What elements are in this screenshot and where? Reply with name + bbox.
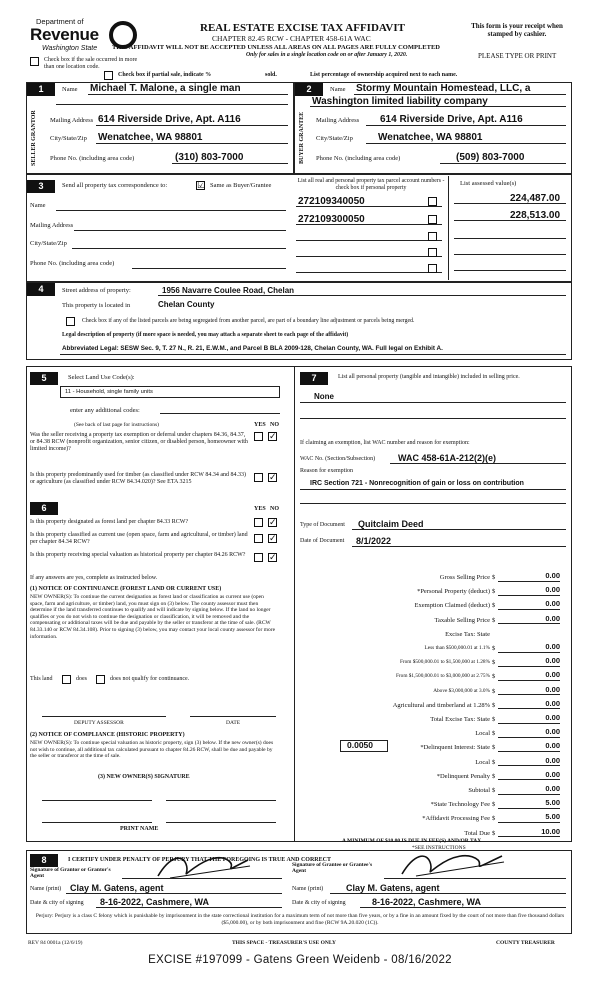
dollar-sign: $ [492, 758, 496, 766]
dor-logo [30, 18, 140, 62]
dollar-sign: $ [492, 588, 496, 596]
tax-row-label: *Affidavit Processing Fee [422, 815, 490, 823]
sold-label: sold. [265, 72, 277, 78]
sec6-q3: Is this property receiving special valuation as historical property per chapter 84.26 RCW? [30, 552, 246, 558]
dollar-sign: $ [492, 801, 496, 809]
tax-row [302, 572, 560, 584]
sec6-q2-no[interactable]: ✓ [269, 534, 277, 544]
buyer-mail-label: Mailing Address [316, 117, 360, 124]
seller-city-label: City/State/Zip [50, 135, 87, 142]
section-6-badge: 6 [30, 502, 58, 515]
grantee-signature[interactable] [392, 850, 512, 880]
tax-row-label: Gross Selling Price [439, 574, 490, 581]
dollar-sign: $ [492, 659, 496, 667]
seller-phone-label: Phone No. (including area code) [50, 155, 135, 162]
exemption-label: If claiming an exemption, list WAC number and reason for exemption: [300, 440, 470, 446]
tax-row-label: Local [475, 758, 490, 766]
excise-stamp: EXCISE #197099 - Gatens Green Weidenb - 08/16/2022 [148, 954, 452, 966]
tax-row-label: Excise Tax: State [445, 630, 490, 638]
tax-row [302, 586, 560, 598]
parcel-2-personal-checkbox[interactable] [428, 215, 437, 224]
dollar-sign: $ [492, 716, 496, 723]
dollar-sign: $ [492, 744, 496, 752]
notice1-body: NEW OWNER(S): To continue the current designation as forest land or classification as current use (open space, farm and agriculture, or timber) land, you must sign on (3) below. The county assessor must then determine if the land transferred continues to qualify and will indicate by signing below. If the land no longer qualifies or you do not wish to continue the designation or classification, it will be removed and the compensating or additional taxes will be due and payable by the seller or transferor at the time of sale. (RCW 84.33.140 or RCW 84.34.108). Prior to signing (3) below, you may contact your local county assessor for more information. [30, 594, 276, 640]
dollar-sign: $ [492, 730, 496, 738]
reason-label: Reason for exemption [300, 468, 353, 474]
dollar-sign: $ [492, 602, 496, 610]
land-use-value: 11 - Household, single family units [65, 389, 153, 395]
additional-codes-label: enter any additional codes: [70, 407, 140, 414]
assessed-header: List assessed value(s) [460, 180, 517, 187]
tax-row-label: From $1,500,000.01 to $3,000,000 at 2.75% [395, 673, 490, 680]
form-subtitle: CHAPTER 82.45 RCW - CHAPTER 458-61A WAC [212, 34, 371, 43]
tax-row-value[interactable]: 0.00 [498, 714, 560, 724]
tax-row-label: *Personal Property (deduct) [417, 588, 490, 596]
buyer-side-label: BUYER GRANTEE [299, 111, 305, 165]
notice2-body: NEW OWNER(S): To continue special valuation as historic property, sign (3) below. If the new owner(s) does not wish to continue, all additional tax calculated pursuant to chapter 84.26 RCW, shall be due and payable by the seller or transferor at the time of sale. [30, 740, 274, 760]
see-back-note: (See back of last page for instructions) [74, 422, 159, 428]
seller-mail[interactable]: 614 Riverside Drive, Apt. A116 [98, 114, 241, 125]
tax-row [302, 728, 560, 740]
sec6-q1-no[interactable]: ✓ [269, 518, 277, 528]
does-not-label: does not qualify for continuance. [110, 676, 190, 682]
tax-row [302, 686, 560, 698]
section-5-badge: 5 [30, 372, 58, 385]
buyer-city[interactable]: Wenatchee, WA 98801 [378, 132, 483, 143]
parcel-1-value[interactable]: 224,487.00 [510, 193, 561, 204]
wac-number[interactable]: WAC 458-61A-212(2)(e) [398, 453, 497, 463]
ownership-note: List percentage of ownership acquired next to each name. [310, 72, 458, 78]
tax-row [302, 813, 560, 825]
buyer-mail[interactable]: 614 Riverside Drive, Apt. A116 [380, 114, 523, 125]
tax-row [302, 799, 560, 811]
treasurer-space-label: THIS SPACE - TREASURER'S USE ONLY [232, 940, 336, 946]
multi-location-checkbox[interactable] [30, 57, 39, 66]
parcel-header: List all real and personal property tax parcel account numbers - check box if personal property [297, 178, 445, 191]
dollar-sign: $ [492, 701, 496, 709]
seller-phone[interactable]: (310) 803-7000 [175, 152, 244, 163]
tax-row [302, 785, 560, 797]
tax-row [302, 615, 560, 627]
tax-row-label: Taxable Selling Price [434, 616, 490, 624]
parcel-1[interactable]: 272109340050 [298, 196, 365, 207]
parcel-5-personal-checkbox[interactable] [428, 264, 437, 273]
doc-type[interactable]: Quitclaim Deed [358, 519, 424, 529]
tax-row-value[interactable]: 5.00 [498, 813, 560, 823]
buyer-name-line1[interactable]: Stormy Mountain Homestead, LLC, a [356, 83, 531, 94]
tax-row [302, 629, 560, 641]
dollar-sign: $ [492, 645, 496, 652]
new-owner-signature-label: (3) NEW OWNER(S) SIGNATURE [98, 774, 190, 780]
tax-row-value[interactable]: 5.00 [498, 799, 560, 809]
dollar-sign: $ [492, 829, 496, 837]
sec3-phone-label: Phone No. (including area code) [30, 260, 115, 267]
section-2-badge: 2 [295, 83, 323, 96]
segregate-checkbox[interactable] [66, 317, 75, 326]
tax-row-label: Total Excise Tax: State [430, 716, 490, 723]
sec3-city-label: City/State/Zip [30, 240, 67, 247]
section-1-badge: 1 [27, 83, 55, 96]
buyer-name-line2[interactable]: Washington limited liability company [312, 96, 488, 107]
deputy-date-label: DATE [226, 720, 241, 726]
tax-row-value[interactable]: 0.00 [498, 771, 560, 781]
tax-row-label: Above $3,000,000 at 3.0% [433, 687, 490, 694]
form-revision: REV 84 0001a (12/6/19) [28, 940, 83, 946]
dollar-sign: $ [492, 687, 496, 695]
dollar-sign: $ [492, 772, 496, 780]
logo-line-3: Washington State [42, 45, 98, 52]
only-for-note: Only for sales in a single location code on or after January 1, 2020. [246, 52, 408, 58]
buyer-phone[interactable]: (509) 803-7000 [456, 152, 525, 163]
sec6-q2-yes[interactable] [254, 534, 263, 543]
county-treasurer-label: COUNTY TREASURER [496, 940, 555, 946]
tax-row [302, 757, 560, 769]
does-checkbox[interactable] [62, 675, 71, 684]
tax-row-value[interactable]: 0.00 [498, 586, 560, 596]
tax-row-label: Local [475, 730, 490, 738]
sec6-yes: YES [254, 506, 266, 512]
local-rate: 0.0050 [347, 740, 373, 750]
tax-row-value[interactable]: 0.00 [498, 757, 560, 767]
tax-row [302, 714, 560, 726]
please-type: PLEASE TYPE OR PRINT [478, 52, 557, 60]
grantee-date-label: Date & city of signing [292, 900, 346, 906]
sec5-no: NO [270, 422, 279, 428]
sec5-yes: YES [254, 422, 266, 428]
tax-row [302, 643, 560, 655]
dollar-sign: $ [492, 673, 496, 681]
sig-grantor-label: Signature of Grantor or Grantor's Agent [30, 867, 111, 880]
sec6-q1-yes[interactable] [254, 518, 263, 527]
tax-row-label: Agricultural and timberland at 1.28% [392, 701, 490, 709]
seller-name-label: Name [62, 86, 78, 93]
sec6-no: NO [270, 506, 279, 512]
personal-property[interactable]: None [314, 392, 334, 401]
grantee-date-city[interactable]: 8-16-2022, Cashmere, WA [372, 897, 482, 907]
located-county[interactable]: Chelan County [158, 300, 215, 309]
notice2-title: (2) NOTICE OF COMPLIANCE (HISTORIC PROPERTY) [30, 732, 185, 738]
this-land-label: This land [30, 676, 53, 682]
personal-property-label: List all personal property (tangible and intangible) included in selling price. [338, 374, 520, 380]
seller-city[interactable]: Wenatchee, WA 98801 [98, 132, 203, 143]
sec3-name-label: Name [30, 202, 46, 209]
grantor-name[interactable]: Clay M. Gatens, agent [70, 883, 164, 893]
sec5-q2-no[interactable]: ✓ [269, 473, 277, 483]
tax-row-value[interactable]: 10.00 [498, 828, 560, 838]
buyer-name-label: Name [330, 86, 346, 93]
parcel-4-personal-checkbox[interactable] [428, 248, 437, 257]
sec5-q2: Is this property predominantly used for timber (as classified under RCW 84.34 and 84.33) or agriculture (as classified under RCW 84.34.020)? See ETA 3215 [30, 472, 247, 485]
deputy-assessor-label: DEPUTY ASSESSOR [74, 720, 124, 726]
parcel-2[interactable]: 272109300050 [298, 214, 365, 225]
section-7-badge: 7 [300, 372, 328, 385]
parcel-1-personal-checkbox[interactable] [428, 197, 437, 206]
tax-row [302, 671, 560, 683]
tax-row-value[interactable]: 0.00 [498, 615, 560, 625]
segregate-label: Check box if any of the listed parcels are being segregated from another parcel, are part of a boundary line adjustment or parcels being merged. [82, 318, 415, 324]
tax-row-value[interactable]: 0.00 [498, 572, 560, 582]
parcel-3-personal-checkbox[interactable] [428, 232, 437, 241]
tax-row-value[interactable]: 0.00 [498, 657, 560, 667]
certify-text: I CERTIFY UNDER PENALTY OF PERJURY THAT THE FOREGOING IS TRUE AND CORRECT [68, 857, 331, 863]
doc-date[interactable]: 8/1/2022 [356, 536, 392, 546]
sec6-q3-no[interactable]: ✓ [269, 553, 277, 563]
sec5-q1-yes[interactable] [254, 432, 263, 441]
seller-mail-label: Mailing Address [50, 117, 94, 124]
buyer-phone-label: Phone No. (including area code) [316, 155, 401, 162]
located-label: This property is located in [62, 302, 131, 309]
tax-row-value[interactable]: 0.00 [498, 643, 560, 653]
tax-row-label: Total Due [464, 829, 490, 837]
logo-line-1: Department of [36, 17, 84, 26]
tax-row-value[interactable]: 0.00 [498, 785, 560, 795]
tax-row-label: Exemption Claimed (deduct) [414, 602, 490, 610]
seller-side-label: SELLER GRANTOR [31, 110, 37, 166]
parcel-2-value[interactable]: 228,513.00 [510, 210, 561, 221]
dollar-sign: $ [492, 787, 496, 794]
land-use-label: Select Land Use Code(s): [68, 374, 135, 381]
print-name-label: PRINT NAME [120, 826, 159, 832]
dollar-sign: $ [492, 616, 496, 624]
tax-row [302, 600, 560, 612]
sec5-q1-no[interactable]: ✓ [269, 432, 277, 442]
tax-row-value[interactable]: 0.00 [498, 686, 560, 696]
form-title: REAL ESTATE EXCISE TAX AFFIDAVIT [200, 22, 405, 34]
grantor-date-label: Date & city of signing [30, 900, 84, 906]
sig-grantee-label: Signature of Grantee or Grantee's Agent [292, 862, 373, 875]
tax-row-value[interactable]: 0.00 [498, 742, 560, 752]
partial-sale-checkbox[interactable] [104, 71, 113, 80]
same-as-buyer-checkbox[interactable]: ☑ [197, 181, 206, 191]
grantee-name[interactable]: Clay M. Gatens, agent [346, 883, 440, 893]
tax-row [302, 657, 560, 669]
section-4-badge: 4 [27, 283, 55, 296]
logo-line-2: Revenue [30, 25, 99, 44]
section-8-badge: 8 [30, 854, 58, 867]
perjury-notice: Perjury: Perjury is a class C felony which is punishable by imprisonment in the state correctional institution for a maximum term of not more than five years, or by a fine in an amount fixed by the court of not more than five thousand dollars ($5,000.00), or by both imprisonment and fine (RCW 9A.20.020 (1C)). [35, 913, 565, 926]
local-rate-box[interactable] [340, 740, 388, 752]
tax-row-label: *Delinquent Interest: State [420, 744, 490, 752]
does-label: does [76, 676, 87, 682]
multi-location-label: Check box if the sale occurred in more than one location code. [44, 57, 138, 70]
partial-sale-label: Check box if partial sale, indicate % [118, 72, 212, 78]
send-correspondence-label: Send all property tax correspondence to: [62, 182, 168, 189]
tax-row-label: Less than $500,000.01 at 1.1% [424, 645, 490, 651]
street-address[interactable]: 1956 Navarre Coulee Road, Chelan [162, 286, 295, 295]
land-use-select[interactable] [60, 386, 280, 398]
doc-date-label: Date of Document [300, 538, 345, 544]
tax-row-label: From $500,000.01 to $1,500,000 at 1.28% [399, 659, 490, 666]
tax-row-value[interactable]: 0.00 [498, 671, 560, 681]
sec6-if-yes: If any answers are yes, complete as instructed below. [30, 575, 158, 581]
notice1-title: (1) NOTICE OF CONTINUANCE (FOREST LAND OR CURRENT USE) [30, 586, 222, 592]
see-instructions: *SEE INSTRUCTIONS [412, 845, 466, 851]
minimum-note: A MINIMUM OF $10.00 IS DUE IN FEE(S) AND/OR TAX [342, 838, 482, 844]
doc-type-label: Type of Document [300, 522, 345, 528]
grantee-name-label: Name (print) [292, 886, 324, 892]
tax-row [302, 700, 560, 712]
buyer-city-label: City/State/Zip [316, 135, 353, 142]
section-3-badge: 3 [27, 180, 55, 193]
legal-label: Legal description of property (if more space is needed, you may attach a separate sheet to each page of the affidavit) [62, 332, 349, 338]
tax-row-label: *State Technology Fee [430, 801, 490, 809]
tax-row-value[interactable]: 0.00 [498, 728, 560, 738]
form-warning: THIS AFFIDAVIT WILL NOT BE ACCEPTED UNLESS ALL AREAS ON ALL PAGES ARE FULLY COMPLETED [112, 44, 440, 51]
tax-row-value[interactable]: 0.00 [498, 700, 560, 710]
does-not-checkbox[interactable] [96, 675, 105, 684]
wac-label: WAC No. (Section/Subsection) [300, 456, 376, 462]
dollar-sign: $ [492, 815, 496, 823]
street-label: Street address of property: [62, 287, 131, 294]
dollar-sign: $ [492, 574, 496, 581]
legal-description[interactable]: Abbreviated Legal: SESW Sec. 9, T. 27 N., R. 21, E.W.M., and Parcel B BLA 2009-128, Chelan County, WA. Full legal on Exhibit A. [62, 345, 443, 352]
tax-row [302, 771, 560, 783]
sec5-q2-yes[interactable] [254, 473, 263, 482]
grantor-date-city[interactable]: 8-16-2022, Cashmere, WA [100, 897, 210, 907]
grantor-name-label: Name (print) [30, 886, 62, 892]
seller-name[interactable]: Michael T. Malone, a single man [90, 83, 241, 94]
sec5-q1: Was the seller receiving a property tax exemption or deferral under chapters 84.36, 84.37, or 84.38 RCW (nonprofit organization, senior citizen, or disabled person, homeowner with limited income)? [30, 432, 248, 452]
reason[interactable]: IRC Section 721 - Nonrecognition of gain or loss on contribution [310, 480, 524, 487]
same-as-buyer-label: Same as Buyer/Grantee [210, 182, 272, 189]
sec3-mail-label: Mailing Address [30, 222, 74, 229]
tax-row-label: Subtotal [468, 787, 490, 794]
tax-row-label: *Delinquent Penalty [436, 772, 490, 780]
receipt-note: This form is your receipt when stamped by cashier. [471, 22, 563, 39]
sec6-q1: Is this property designated as forest land per chapter 84.33 RCW? [30, 519, 189, 525]
sec6-q2: Is this property classified as current use (open space, farm and agricultural, or timber) land per chapter 84.34 RCW? [30, 532, 248, 545]
tax-row-value[interactable]: 0.00 [498, 600, 560, 610]
sec6-q3-yes[interactable] [254, 553, 263, 562]
